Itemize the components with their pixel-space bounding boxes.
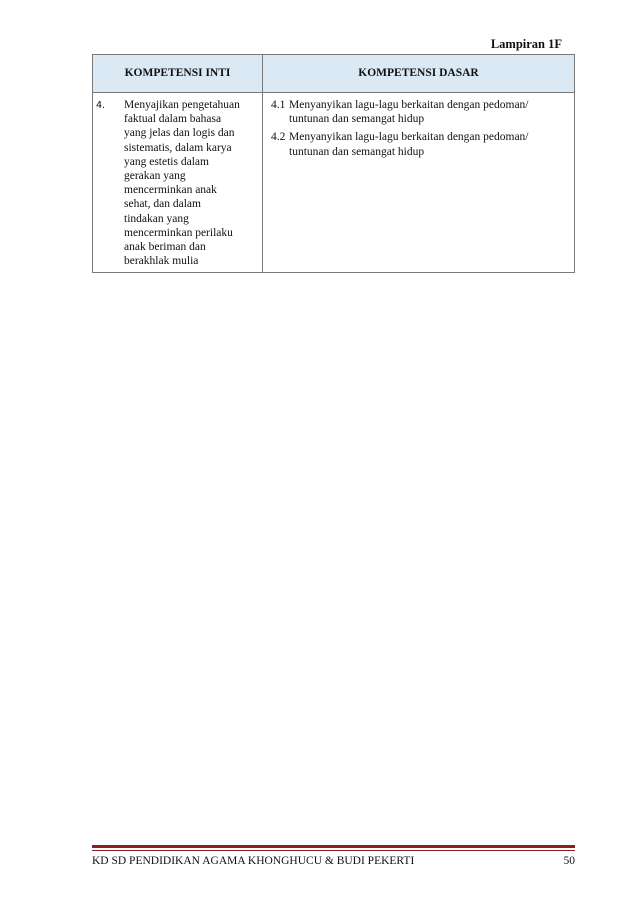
ki-line: faktual dalam bahasa [124, 113, 222, 126]
ki-line: gerakan yang [124, 170, 186, 183]
kd-line: Menyanyikan lagu-lagu berkaitan dengan pedoman/ [289, 99, 529, 111]
kd-line: Menyanyikan lagu-lagu berkaitan dengan pedoman/ [289, 131, 529, 144]
kd-line: tuntunan dan semangat hidup [289, 145, 425, 158]
kd-cell [263, 93, 575, 273]
table-row [93, 93, 575, 273]
page-number: 50 [563, 855, 575, 867]
appendix-label: Lampiran 1F [490, 37, 562, 51]
ki-line: yang estetis dalam [124, 155, 209, 168]
ki-text [124, 98, 258, 268]
ki-line: mencerminkan perilaku [124, 226, 233, 239]
ki-line: berakhlak mulia [124, 255, 199, 268]
ki-line: yang jelas dan logis dan [124, 127, 235, 140]
ki-line: Menyajikan pengetahuan [124, 99, 240, 111]
ki-number: 4. [96, 100, 106, 111]
kd-item [271, 130, 570, 158]
ki-line: anak beriman dan [124, 241, 206, 254]
kd-number: 4.1 [271, 99, 286, 111]
footer-rule-thin [92, 850, 575, 851]
table-header-row [93, 55, 575, 93]
kd-number: 4.2 [271, 131, 286, 144]
footer-rule-thick [92, 845, 575, 848]
ki-line: sehat, dan dalam [124, 198, 201, 211]
header-kompetensi-dasar: KOMPETENSI DASAR [263, 55, 575, 93]
ki-cell [93, 93, 263, 273]
ki-line: tindakan yang [124, 212, 189, 225]
ki-line: mencerminkan anak [124, 184, 217, 197]
competency-table [92, 54, 575, 273]
kd-item [271, 98, 570, 126]
kd-line: tuntunan dan semangat hidup [289, 113, 425, 126]
footer-title: KD SD PENDIDIKAN AGAMA KHONGHUCU & BUDI PEKERTI [92, 855, 415, 867]
header-kompetensi-inti: KOMPETENSI INTI [93, 55, 263, 93]
ki-line: sistematis, dalam karya [124, 141, 232, 154]
